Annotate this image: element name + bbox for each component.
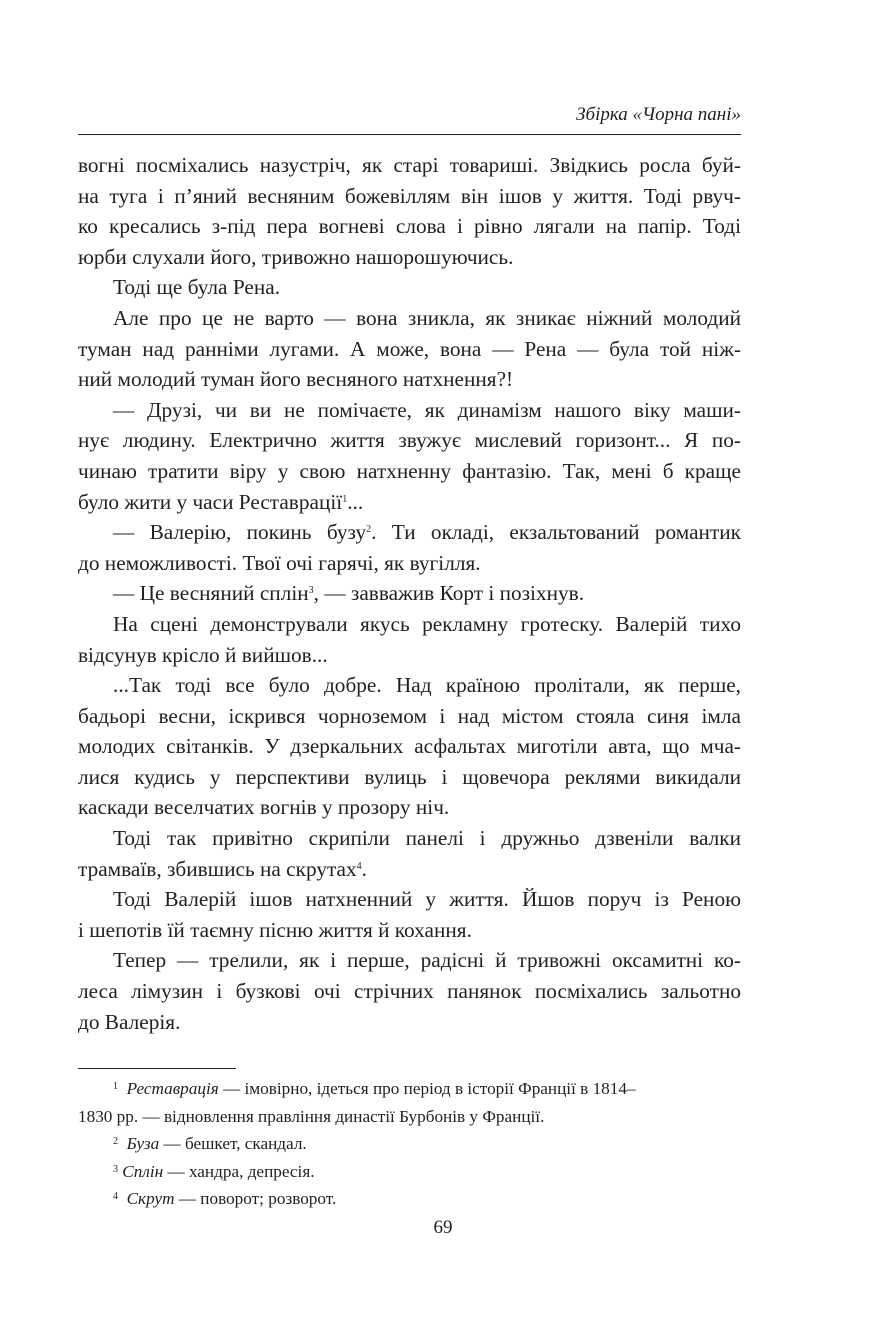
footnote-term: Реставрація xyxy=(126,1079,219,1098)
footnote xyxy=(78,1130,741,1158)
body-text xyxy=(78,150,741,1037)
footnote-text: — бешкет, скандал. xyxy=(159,1134,307,1154)
text-line: ...Так тоді все було добре. Над країною пролітали, як перше, xyxy=(113,673,741,698)
text-line: Тоді ще була Рена. xyxy=(113,275,281,300)
text-fragment: ... xyxy=(347,489,364,514)
footnote-term: Скрут xyxy=(126,1189,175,1209)
text-line: молодих світанків. У дзеркальних асфальтах миготіли авта, що мча- xyxy=(78,734,741,759)
paragraph xyxy=(78,395,741,517)
text-line: на туга і п’яний весняним божевіллям він ішов у життя. Тоді рвуч- xyxy=(78,183,741,208)
footnote xyxy=(78,1075,741,1103)
text-line: туман над ранніми лугами. А може, вона — Рена — була той ніж- xyxy=(78,336,741,361)
text-line: Тоді Валерій ішов натхненний у життя. Йшов поруч із Реною xyxy=(113,887,741,912)
paragraph xyxy=(78,609,741,670)
page-number: 69 xyxy=(433,1217,453,1238)
footnote-ref[interactable]: 1 xyxy=(342,493,348,505)
text-fragment: було жити у часи Реставрації xyxy=(78,489,343,514)
text-fragment: трамваїв, збившись на скрутах xyxy=(78,856,357,881)
text-line: юрби слухали його, тривожно нашорошуючись. xyxy=(78,244,514,269)
paragraph xyxy=(78,303,741,395)
text-line: На сцені демонстрували якусь рекламну гротеску. Валерій тихо xyxy=(113,611,741,636)
paragraph xyxy=(78,578,741,609)
text-line: Але про це не варто — вона зникла, як зникає ніжний молодий xyxy=(113,305,741,330)
footnote xyxy=(78,1158,741,1186)
text-line: леса лімузин і бузкові очі стрічних панянок посміхались зальотно xyxy=(78,979,741,1004)
text-line: і шепотів їй таємну пісню життя й кохання. xyxy=(78,917,472,942)
footnote-text: — хандра, депресія. xyxy=(163,1161,315,1181)
text-fragment: , — завважив Корт і позіхнув. xyxy=(313,581,585,606)
text-line: ний молодий туман його весняного натхнення?! xyxy=(78,367,514,392)
text-line: відсунув крісло й вийшов... xyxy=(78,642,328,667)
text-fragment: . xyxy=(361,856,367,881)
footnote-text: — імовірно, ідеться про період в історії Франції в 1814– xyxy=(218,1079,636,1098)
footnotes xyxy=(78,1075,741,1213)
footnote-number: 2 xyxy=(113,1136,118,1148)
text-line: — Друзі, чи ви не помічаєте, як динамізм нашого віку маши- xyxy=(113,397,741,422)
footnote-rule xyxy=(78,1068,236,1069)
footnote-term: Сплін xyxy=(122,1161,164,1181)
text-line: чинаю тратити віру у свою натхненну фантазію. Так, мені б краще xyxy=(78,458,741,483)
text-line xyxy=(78,487,741,518)
text-line: бадьорі весни, іскрився чорноземом і над містом стояла синя імла xyxy=(78,703,741,728)
footnote-ref[interactable]: 3 xyxy=(308,585,314,597)
text-line: до Валерія. xyxy=(78,1009,181,1034)
footnote-text: — поворот; розворот. xyxy=(174,1189,337,1209)
footnote-number: 1 xyxy=(113,1081,118,1092)
text-line: Тепер — трелили, як і перше, радісні й тривожні оксамитні ко- xyxy=(113,948,741,973)
text-line xyxy=(78,578,741,609)
footnote-continuation: 1830 рр. — відновлення правління династії Бурбонів у Франції. xyxy=(78,1106,545,1126)
text-line: ко кресались з-під пера вогневі слова і рівно лягали на папір. Тоді xyxy=(78,214,741,239)
paragraph xyxy=(78,884,741,945)
text-line: Тоді так привітно скрипіли панелі і дружньо дзвеніли валки xyxy=(113,826,741,851)
text-fragment: — Це весняний сплін xyxy=(113,581,309,606)
paragraph xyxy=(78,517,741,578)
paragraph xyxy=(78,272,741,303)
header-rule xyxy=(78,134,741,135)
footnote-term: Буза xyxy=(126,1134,160,1154)
footnote-ref[interactable]: 2 xyxy=(366,524,372,536)
text-line: нує людину. Електрично життя звужує мислевий горизонт... Я по- xyxy=(78,428,741,453)
text-line: вогні посміхались назустріч, як старі товариші. Звідкись росла буй- xyxy=(78,153,741,177)
paragraph xyxy=(78,823,741,884)
text-line xyxy=(78,517,741,548)
footnote-number: 3 xyxy=(113,1163,118,1175)
text-line: каскади веселчатих вогнів у прозору ніч. xyxy=(78,795,450,820)
text-fragment: . Ти окладі, екзальтований романтик xyxy=(371,520,742,545)
text-line: до неможливості. Твої очі гарячі, як вугілля. xyxy=(78,550,481,575)
paragraph xyxy=(78,150,741,272)
paragraph xyxy=(78,945,741,1037)
footnote-ref[interactable]: 4 xyxy=(356,860,362,872)
text-line xyxy=(78,854,741,885)
footnote-number: 4 xyxy=(113,1191,118,1203)
text-line: лися кудись у перспективи вулиць і щовечора реклями викидали xyxy=(78,764,741,789)
footnote xyxy=(78,1185,741,1213)
paragraph xyxy=(78,670,741,823)
text-fragment: — Валерію, покинь бузу xyxy=(113,520,367,545)
running-header: Збірка «Чорна пані» xyxy=(576,104,741,125)
